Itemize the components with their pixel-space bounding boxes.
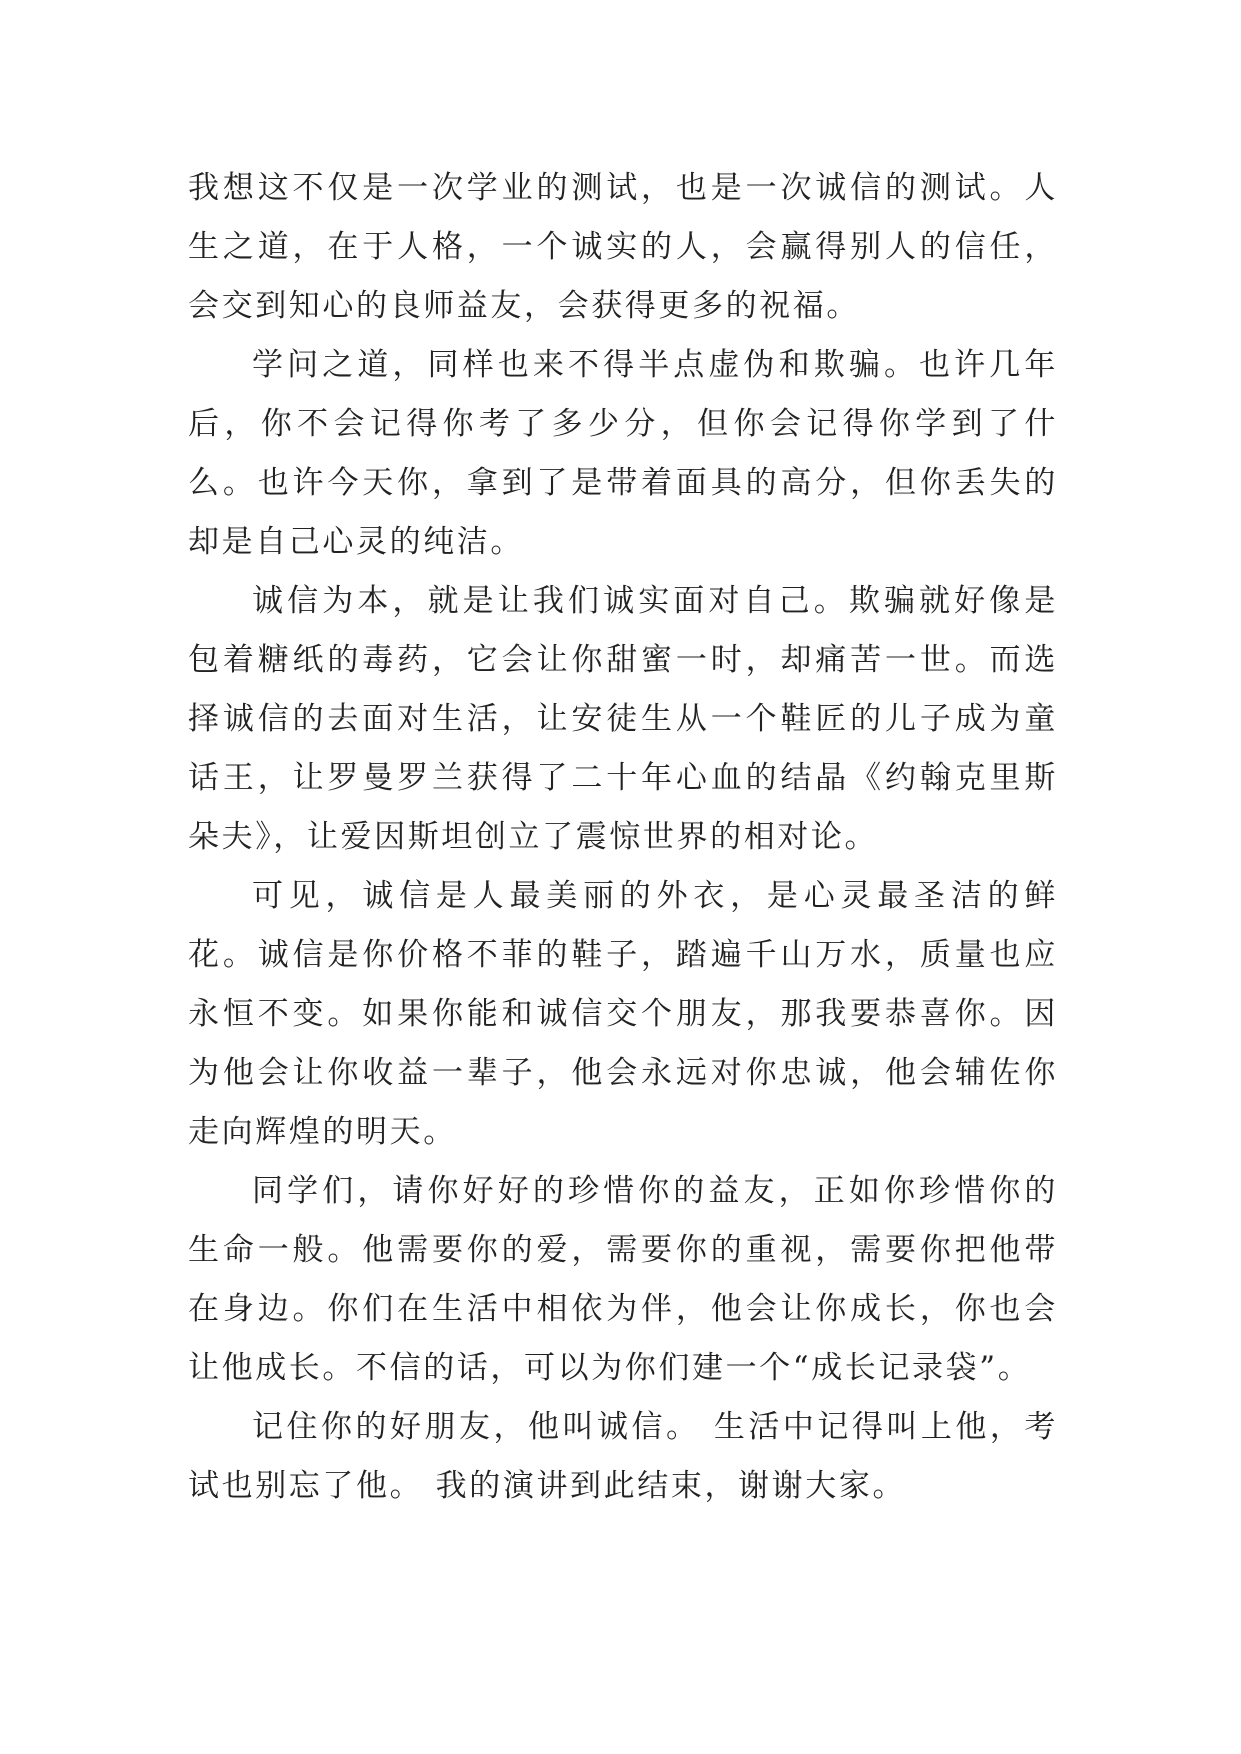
paragraph-2: 学问之道，同样也来不得半点虚伪和欺骗。也许几年后，你不会记得你考了多少分，但你会记得你学到了什么。也许今天你，拿到了是带着面具的高分，但你丢失的却是自己心灵的纯洁。 (188, 347, 1058, 560)
paragraph-6: 记住你的好朋友，他叫诚信。 生活中记得叫上他，考试也别忘了他。 我的演讲到此结束，谢谢大家。 (188, 1409, 1058, 1504)
paragraph-3: 诚信为本，就是让我们诚实面对自己。欺骗就好像是包着糖纸的毒药，它会让你甜蜜一时，却痛苦一世。而选择诚信的去面对生活，让安徒生从一个鞋匠的儿子成为童话王，让罗曼罗兰获得了二十年心血的结晶《约翰克里斯朵夫》，让爱因斯坦创立了震惊世界的相对论。 (188, 583, 1058, 855)
paragraph-4: 可见，诚信是人最美丽的外衣，是心灵最圣洁的鲜花。诚信是你价格不菲的鞋子，踏遍千山万水，质量也应永恒不变。如果你能和诚信交个朋友，那我要恭喜你。因为他会让你收益一辈子，他会永远对你忠诚，他会辅佐你走向辉煌的明天。 (188, 878, 1058, 1150)
document-body (188, 159, 1058, 1516)
paragraph-5: 同学们，请你好好的珍惜你的益友，正如你珍惜你的生命一般。他需要你的爱，需要你的重视，需要你把他带在身边。你们在生活中相依为伴，他会让你成长，你也会让他成长。不信的话，可以为你们建一个“成长记录袋”。 (188, 1173, 1058, 1386)
paragraph-1: 我想这不仅是一次学业的测试，也是一次诚信的测试。人生之道，在于人格，一个诚实的人，会赢得别人的信任，会交到知心的良师益友，会获得更多的祝福。 (188, 170, 1058, 324)
